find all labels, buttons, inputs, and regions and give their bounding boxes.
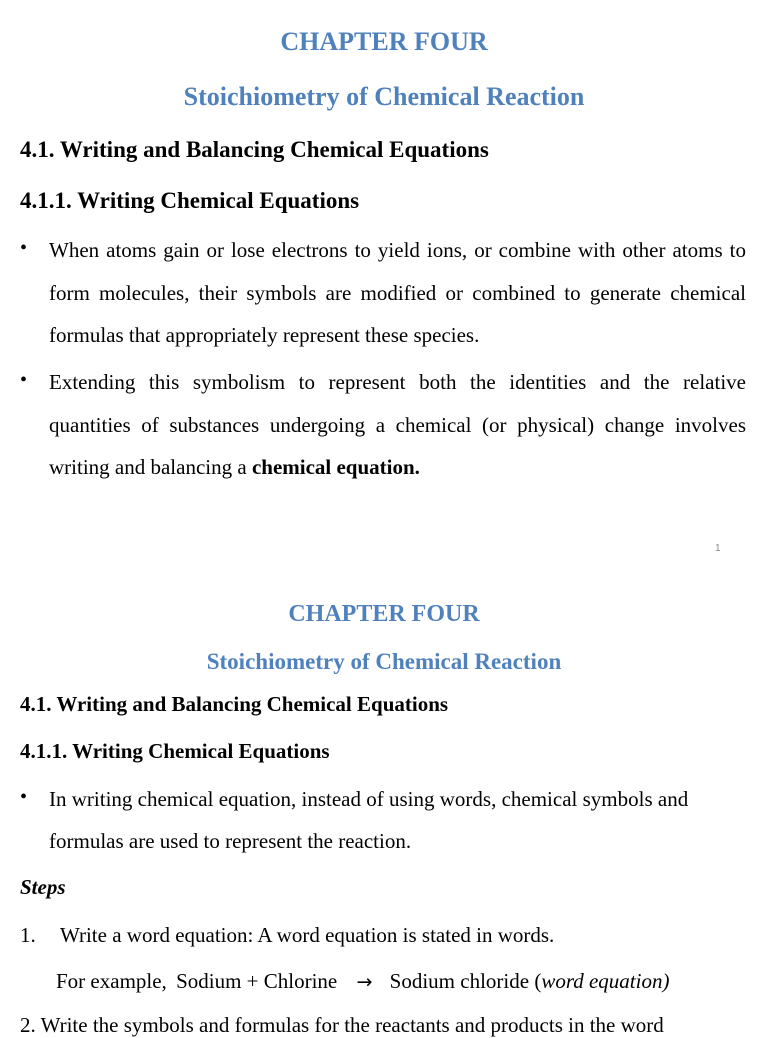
steps-label: Steps	[20, 875, 66, 899]
example-note: word equation)	[541, 969, 670, 993]
bullet-paragraph: In writing chemical equation, instead of using words, chemical symbols and formulas are used to represent the reaction.	[49, 787, 689, 853]
step-number: 1.	[20, 923, 36, 947]
example-prefix: For example,	[56, 969, 167, 993]
bullet-icon: •	[20, 237, 28, 259]
bullet-icon: •	[20, 786, 28, 808]
page-number: 1	[715, 543, 721, 554]
chapter-subtitle: Stoichiometry of Chemical Reaction	[206, 649, 562, 674]
bullet-text-bold: chemical equation.	[251, 455, 420, 479]
step-text-cut: 2. Write the symbols and formulas for the reactants and products in the word	[20, 1013, 664, 1037]
bullet-paragraph: When atoms gain or lose electrons to yield ions, or combine with other atoms to form molecules, their symbols are modified or combined to generate chemical formulas that appropriately represent these species.	[49, 238, 746, 347]
step-text: Write a word equation: A word equation is stated in words.	[60, 923, 555, 947]
chapter-subtitle: Stoichiometry of Chemical Reaction	[183, 82, 585, 111]
section-heading: 4.1. Writing and Balancing Chemical Equations	[20, 692, 449, 716]
bullet-icon: •	[20, 369, 28, 391]
chapter-title: CHAPTER FOUR	[280, 27, 488, 56]
example-line	[56, 969, 669, 994]
subsection-heading: 4.1.1. Writing Chemical Equations	[20, 739, 330, 763]
section-heading: 4.1. Writing and Balancing Chemical Equations	[20, 137, 489, 162]
bullet-paragraph	[49, 361, 746, 489]
bullet-text: Extending this symbolism to represent both the identities and the relative quantities of substances undergoing a chemical (or physical) change involves writing and balancing a	[49, 370, 746, 479]
example-products: Sodium chloride (	[389, 969, 542, 993]
subsection-heading: 4.1.1. Writing Chemical Equations	[20, 188, 360, 213]
example-reactants: Sodium + Chlorine	[176, 969, 338, 993]
reaction-arrow-icon: →	[356, 971, 373, 993]
chapter-title: CHAPTER FOUR	[288, 601, 480, 627]
